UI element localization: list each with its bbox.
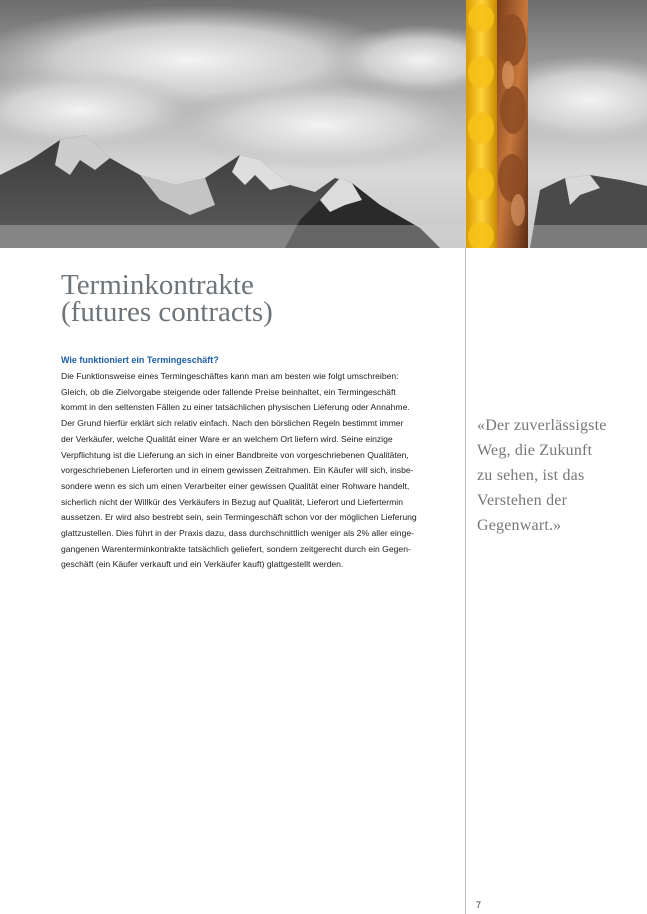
body-line: der Verkäufer, welche Qualität einer Ware er an welchem Ort liefern wird. Seine einzige <box>61 433 393 444</box>
page-title-line-2: (futures contracts) <box>61 296 273 328</box>
body-line: kommt in den seltensten Fällen zu einer tatsächlichen physischen Lieferung oder Annahme. <box>61 402 410 413</box>
pull-quote-line: Verstehen der <box>477 492 568 509</box>
body-line: Gleich, ob die Zielvorgabe steigende oder fallende Preise beinhaltet, ein Termingeschäft <box>61 386 396 397</box>
pull-quote <box>477 413 642 538</box>
body-line: Die Funktionsweise eines Termingeschäftes kann man am besten wie folgt umschreiben: <box>61 371 399 381</box>
body-line: aussetzen. Er wird also bestrebt sein, sein Termingeschäft schon vor der möglichen Lieferung <box>61 512 417 523</box>
body-line: sondere wenn es sich um einen Verarbeiter einer gewissen Qualität einer Rohware handelt, <box>61 480 410 491</box>
body-paragraph <box>61 369 451 573</box>
body-line: gangenen Warenterminkontrakte tatsächlich geliefert, sondern zeitgerecht durch ein Gegen- <box>61 543 411 554</box>
page-number: 7 <box>476 900 482 910</box>
section-subheading: Wie funktioniert ein Termingeschäft? <box>61 355 219 365</box>
header-photo-mountains <box>0 0 647 248</box>
vertical-divider <box>465 248 466 914</box>
pull-quote-line: Weg, die Zukunft <box>477 442 593 459</box>
pull-quote-line: Gegenwart.» <box>477 517 562 534</box>
body-line: geschäft (ein Käufer verkauft und ein Verkäufer kauft) glattgestellt werden. <box>61 559 344 570</box>
page-title-line-1: Terminkontrakte <box>61 269 254 301</box>
body-line: glattzustellen. Dies führt in der Praxis dazu, dass durchschnittlich weniger als 2% aller einge- <box>61 528 414 539</box>
body-line: Der Grund hierfür erklärt sich relativ einfach. Nach den börslichen Regeln bestimmt immer <box>61 418 404 429</box>
body-line: Verpflichtung ist die Lieferung an sich in einer Bandbreite von vorgeschriebenen Qualitäten, <box>61 449 409 460</box>
pull-quote-line: zu sehen, ist das <box>477 467 585 484</box>
body-line: sicherlich nicht der Willkür des Verkäufers in Bezug auf Qualität, Lieferort und Liefertermin <box>61 496 403 507</box>
pull-quote-line: «Der zuverlässigste <box>477 417 607 434</box>
mountain-landscape-image <box>0 0 647 248</box>
page-title <box>61 269 451 328</box>
body-line: vorgeschriebenen Lieferorten und in einem gewissen Zeitrahmen. Ein Käufer will sich, insbe- <box>61 465 414 476</box>
